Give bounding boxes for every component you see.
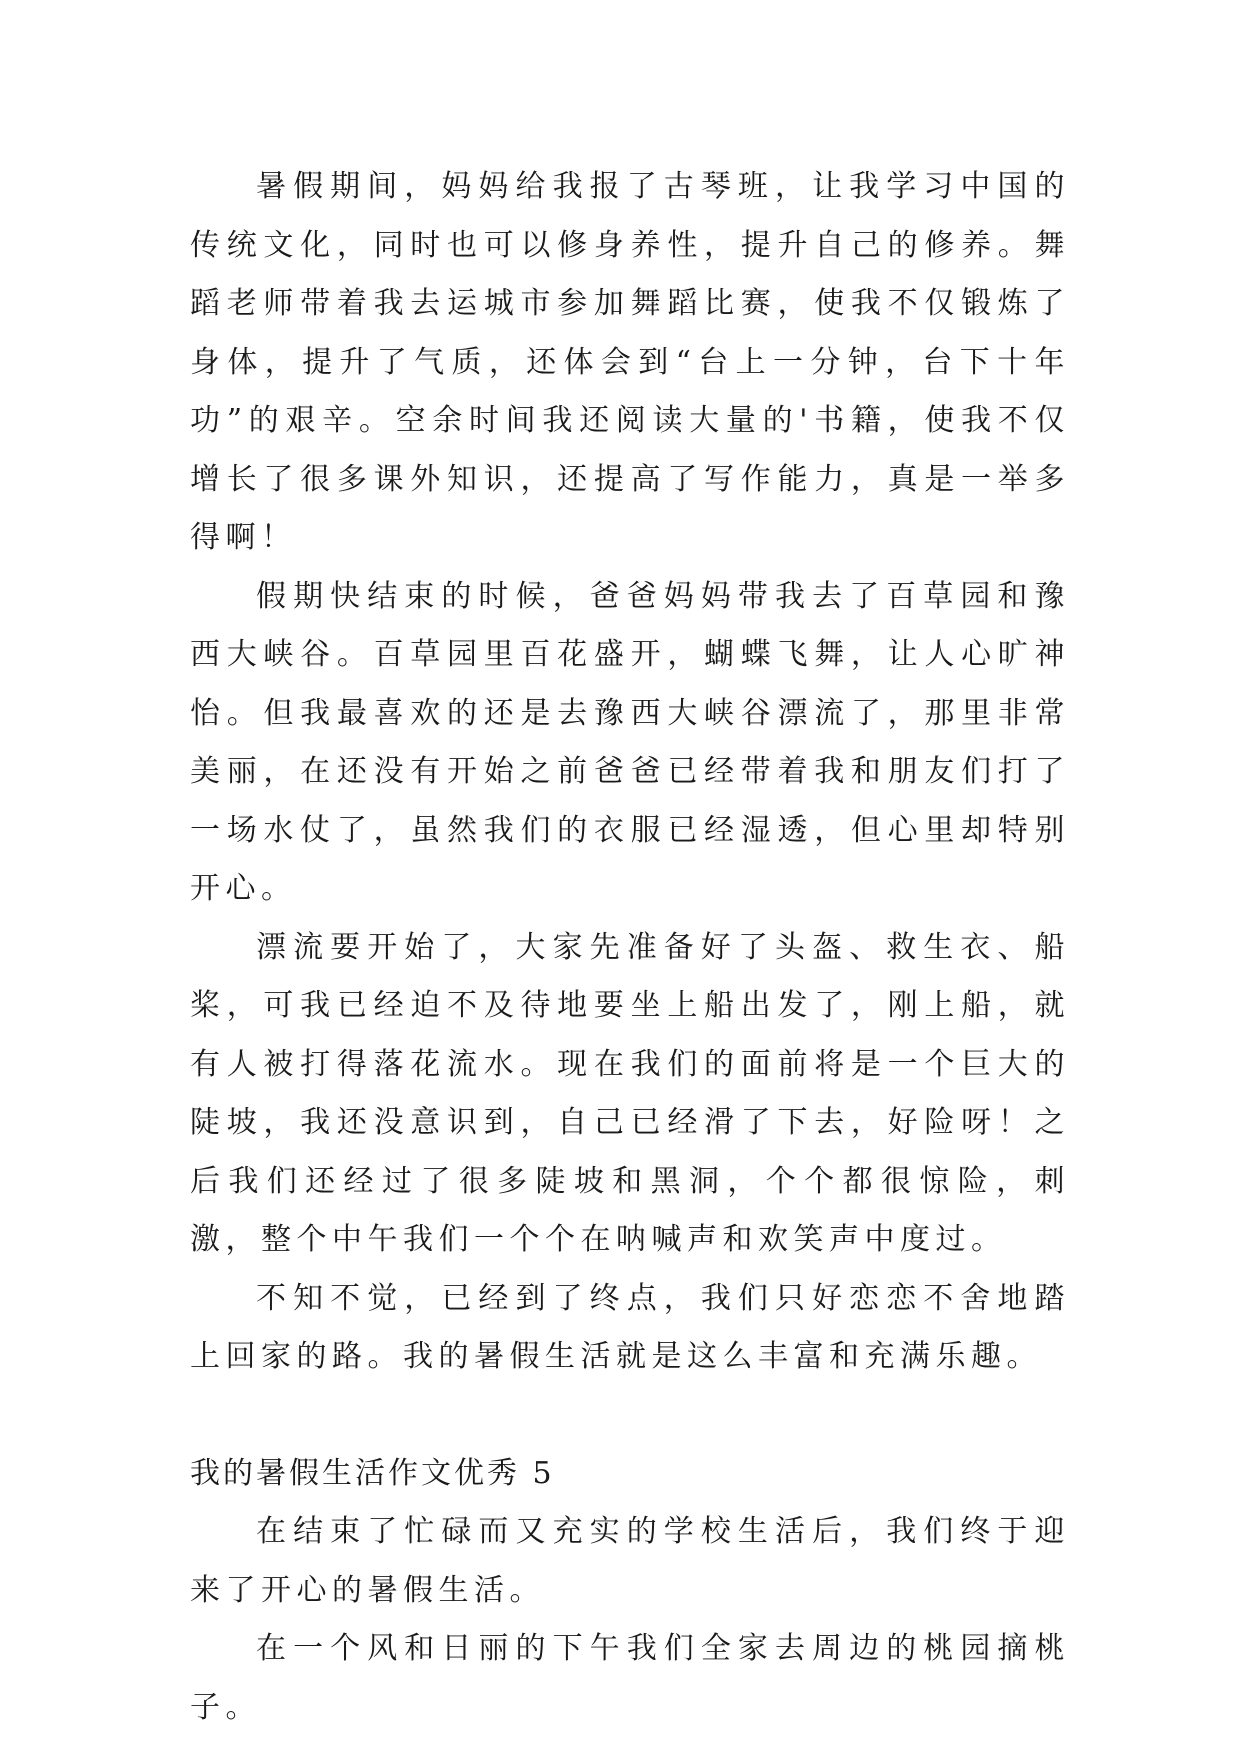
paragraph-canyon-trip: 假期快结束的时候，爸爸妈妈带我去了百草园和豫西大峡谷。百草园里百花盛开，蝴蝶飞舞，让人心旷神怡。但我最喜欢的还是去豫西大峡谷漂流了，那里非常美丽，在还没有开始之前爸爸已经带着我和朋友们打了一场水仗了，虽然我们的衣服已经湿透，但心里却特别开心。 — [190, 578, 1070, 906]
document-body — [190, 158, 1070, 1737]
paragraph-ending: 不知不觉，已经到了终点，我们只好恋恋不舍地踏上回家的路。我的暑假生活就是这么丰富和充满乐趣。 — [190, 1280, 1070, 1374]
paragraph-rafting: 漂流要开始了，大家先准备好了头盔、救生衣、船桨，可我已经迫不及待地要坐上船出发了，刚上船，就有人被打得落花流水。现在我们的面前将是一个巨大的陡坡，我还没意识到，自己已经滑了下去，好险呀！之后我们还经过了很多陡坡和黑洞，个个都很惊险，刺激，整个中午我们一个个在呐喊声和欢笑声中度过。 — [190, 929, 1070, 1257]
paragraph-vacation-start: 在结束了忙碌而又充实的学校生活后，我们终于迎来了开心的暑假生活。 — [190, 1514, 1070, 1608]
section-heading: 我的暑假生活作文优秀 5 — [190, 1455, 555, 1491]
paragraph-peach-orchard: 在一个风和日丽的下午我们全家去周边的桃园摘桃子。 — [190, 1631, 1070, 1725]
paragraph-summer-activities: 暑假期间，妈妈给我报了古琴班，让我学习中国的传统文化，同时也可以修身养性，提升自己的修养。舞蹈老师带着我去运城市参加舞蹈比赛，使我不仅锻炼了身体，提升了气质，还体会到“台上一分钟，台下十年功”的艰辛。空余时间我还阅读大量的'书籍，使我不仅增长了很多课外知识，还提高了写作能力，真是一举多得啊！ — [190, 169, 1070, 555]
